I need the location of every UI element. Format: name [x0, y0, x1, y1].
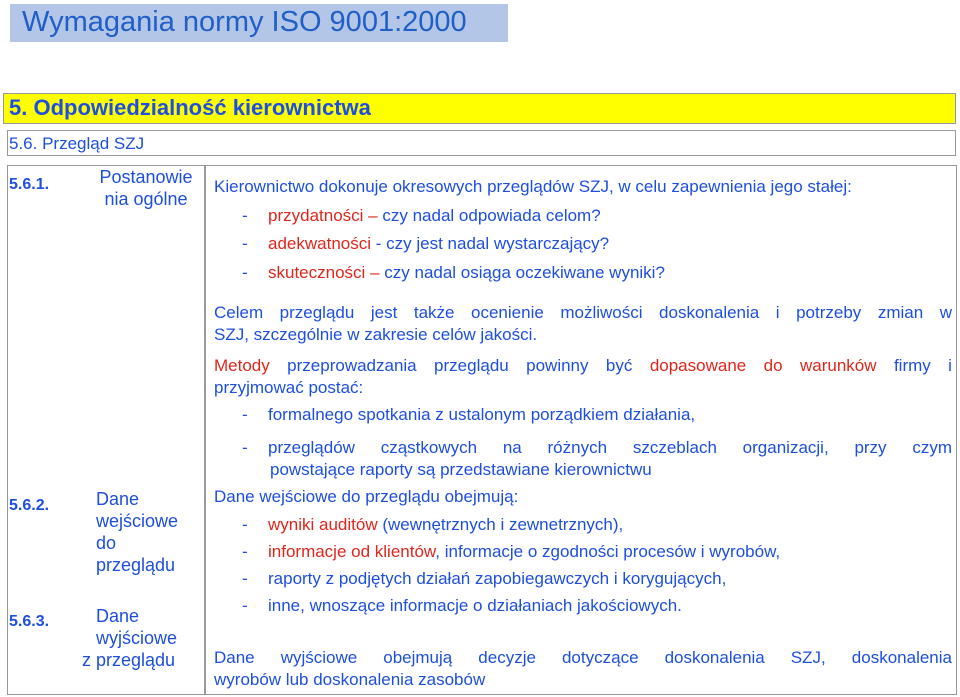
list-bullet: - — [242, 542, 248, 561]
highlight: informacje od klientów — [268, 542, 436, 561]
description: czy nadal odpowiada celom? — [382, 206, 601, 225]
aim-line: SZJ, szczególnie w zakresie celów jakości. — [214, 325, 538, 344]
subsection-heading: 5.6. Przegląd SZJ — [9, 134, 145, 153]
item-label-line: do — [96, 533, 117, 553]
list-item — [268, 205, 601, 227]
list-item — [268, 233, 609, 255]
item-label — [96, 488, 178, 576]
highlight: wyniki auditów — [268, 515, 378, 534]
list-item: formalnego spotkania z ustalonym porządkiem działania, — [268, 405, 696, 424]
description: (wewnętrznych i zewnetrznych), — [382, 515, 624, 534]
separator: - — [375, 234, 382, 253]
item-label-line: Dane — [96, 489, 140, 509]
outputs-line: wyrobów lub doskonalenia zasobów — [214, 670, 486, 689]
list-bullet: - — [242, 569, 248, 588]
list-bullet: - — [242, 234, 248, 253]
description: czy nadal osiąga oczekiwane wyniki? — [384, 263, 665, 282]
item-label-line: wyjściowe — [96, 628, 178, 648]
list-bullet: - — [242, 405, 248, 424]
methods-word: firmy i — [893, 356, 952, 375]
item-label-line: Dane — [96, 606, 140, 626]
item-label-line: Postanowie — [99, 167, 193, 187]
methods-word: dopasowane do warunków — [649, 356, 877, 375]
item-label — [96, 605, 177, 649]
term: adekwatności — [268, 234, 372, 253]
aim-line: Celem przeglądu jest także ocenienie możliwości doskonalenia i potrzeby zmian w — [214, 303, 952, 322]
item-label-line: przeglądu — [96, 555, 176, 575]
item-label — [88, 166, 204, 210]
methods-word: Metody — [214, 356, 270, 375]
list-bullet: - — [242, 596, 248, 615]
intro-text: Kierownictwo dokonuje okresowych przeglądów SZJ, w celu zapewnienia jego stałej: — [214, 177, 852, 196]
separator: – — [370, 263, 380, 282]
list-item: przeglądów cząstkowych na różnych szczeblach organizacji, przy czym — [268, 438, 952, 457]
term: skuteczności — [268, 263, 366, 282]
item-label-line: wejściowe — [96, 511, 179, 531]
page-title: Wymagania normy ISO 9001:2000 — [22, 6, 467, 38]
item-label-line: nia ogólne — [104, 189, 188, 209]
outputs-line: Dane wyjściowe obejmują decyzje dotyczące doskonalenia SZJ, doskonalenia — [214, 648, 952, 667]
methods-line — [214, 355, 952, 377]
list-bullet: - — [242, 515, 248, 534]
methods-line: przyjmować postać: — [214, 378, 364, 397]
item-number: 5.6.1. — [9, 176, 50, 193]
methods-word: przeprowadzania przeglądu powinny być — [287, 356, 633, 375]
term: przydatności — [268, 206, 364, 225]
list-bullet: - — [242, 206, 248, 225]
description: , informacje o zgodności procesów i wyrobów, — [435, 542, 781, 561]
separator: – — [368, 206, 378, 225]
list-item — [268, 514, 623, 536]
description: czy jest nadal wystarczający? — [386, 234, 610, 253]
list-item — [268, 262, 665, 284]
list-bullet: - — [242, 438, 248, 457]
subsection-row — [7, 130, 956, 156]
item-number: 5.6.2. — [9, 497, 50, 514]
list-item: raporty z podjętych działań zapobiegawczych i korygujących, — [268, 569, 727, 588]
list-bullet: - — [242, 263, 248, 282]
item-label-line: z przeglądu — [82, 650, 176, 670]
list-item: inne, wnoszące informacje o działaniach jakościowych. — [268, 596, 682, 615]
list-item — [268, 541, 780, 563]
inputs-intro: Dane wejściowe do przeglądu obejmują: — [214, 487, 519, 506]
section-heading: 5. Odpowiedzialność kierownictwa — [9, 95, 371, 120]
item-number: 5.6.3. — [9, 613, 50, 630]
list-item-continuation: powstające raporty są przedstawiane kierownictwu — [270, 460, 652, 479]
